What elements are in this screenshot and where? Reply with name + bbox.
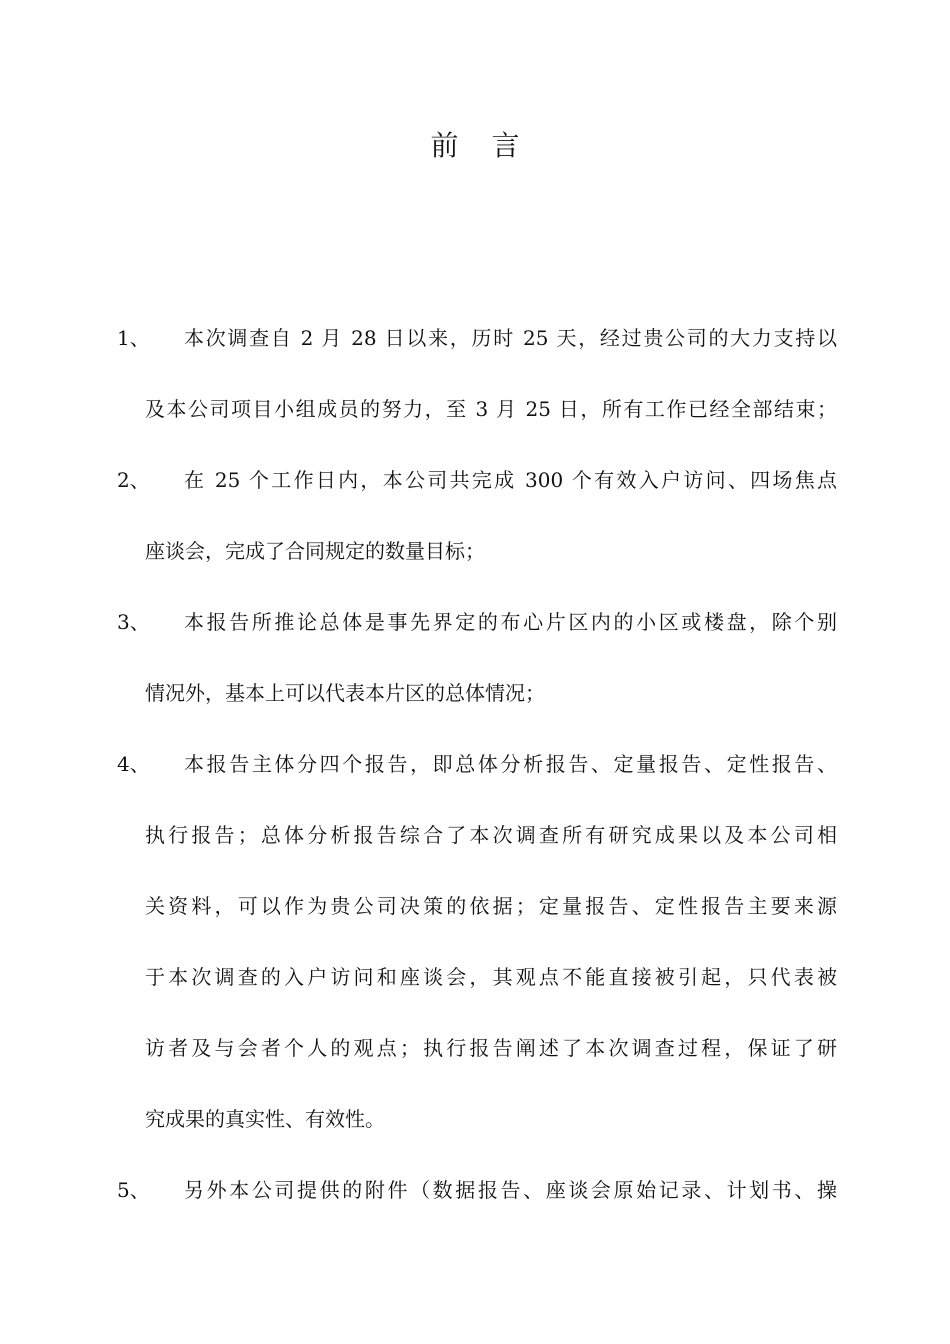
item-text-line: 本报告所推论总体是事先界定的布心片区内的小区或楼盘，除个别: [184, 610, 837, 634]
item-text-line: 访者及与会者个人的观点；执行报告阐述了本次调查过程，保证了研: [145, 1036, 837, 1060]
list-item: [117, 599, 837, 716]
item-text-line: 执行报告；总体分析报告综合了本次调查所有研究成果以及本公司相: [145, 823, 837, 847]
list-item: [117, 1167, 837, 1213]
page-title: 前 言: [430, 129, 532, 162]
numbered-list: [117, 315, 837, 1238]
item-text-line: 本报告主体分四个报告，即总体分析报告、定量报告、定性报告、: [184, 752, 837, 776]
item-text-line: 情况外，基本上可以代表本片区的总体情况；: [145, 681, 545, 705]
item-text-line: 在 25 个工作日内，本公司共完成 300 个有效入户访问、四场焦点: [184, 468, 837, 492]
item-number: 3、: [117, 610, 150, 634]
list-item: [117, 315, 837, 432]
item-text-line: 本次调查自 2 月 28 日以来，历时 25 天，经过贵公司的大力支持以: [184, 326, 837, 350]
item-text-line: 座谈会，完成了合同规定的数量目标；: [145, 539, 485, 563]
item-text-line: 于本次调查的入户访问和座谈会，其观点不能直接被引起，只代表被: [145, 965, 837, 989]
item-number: 2、: [117, 468, 150, 492]
list-item: [117, 457, 837, 574]
item-text-line: 另外本公司提供的附件（数据报告、座谈会原始记录、计划书、操: [184, 1178, 837, 1202]
item-text-line: 及本公司项目小组成员的努力，至 3 月 25 日，所有工作已经全部结束；: [145, 397, 837, 421]
list-item: [117, 741, 837, 1142]
item-text-line: 关资料，可以作为贵公司决策的依据；定量报告、定性报告主要来源: [145, 894, 837, 918]
item-text-line: 究成果的真实性、有效性。: [145, 1107, 385, 1131]
item-number: 4、: [117, 752, 150, 776]
item-number: 1、: [117, 326, 150, 350]
item-number: 5、: [117, 1178, 150, 1202]
